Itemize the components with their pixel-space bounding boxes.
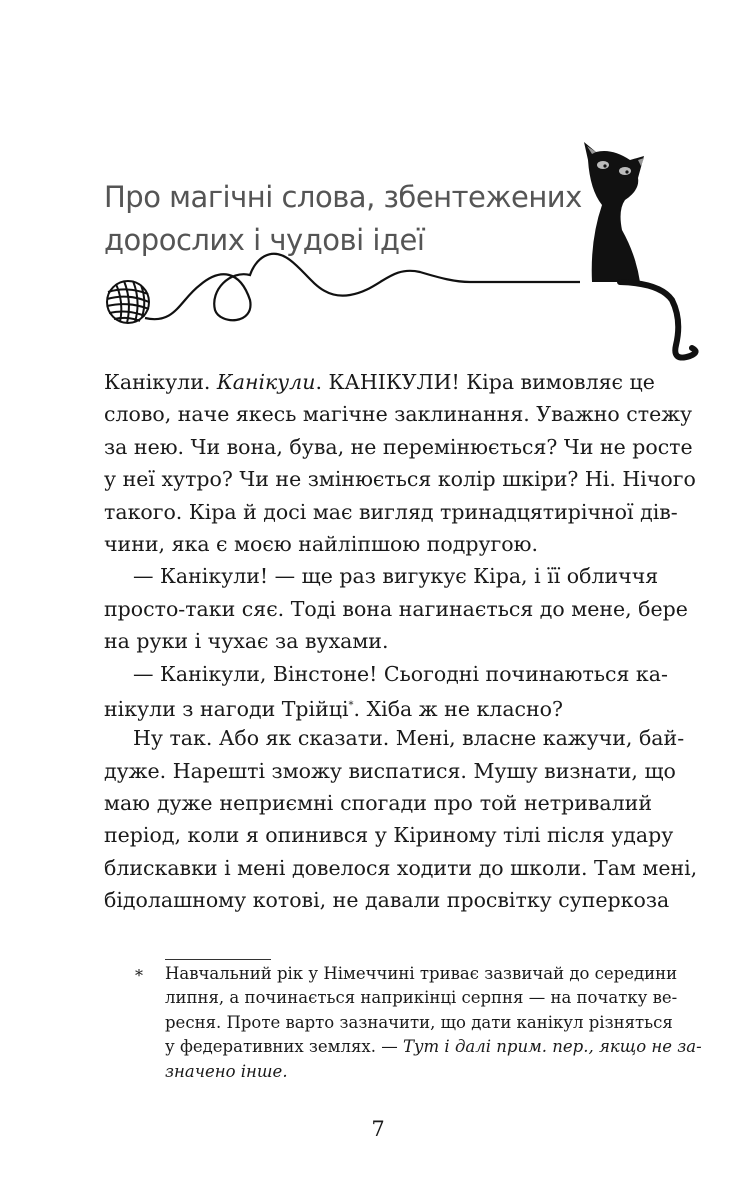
footnote-divider [165, 959, 271, 960]
italic-text: Тут і далі прим. пер., якщо не за- [402, 1037, 702, 1057]
text-line [104, 463, 696, 495]
chapter-title-line: дорослих і чудові ідеї [104, 223, 425, 257]
text-line [104, 819, 674, 851]
text-run: чини, яка є моєю найліпшою подругою. [104, 531, 539, 556]
text-line [104, 431, 693, 463]
text-run: період, коли я опинився у Кіриному тілі після удару [104, 823, 674, 848]
text-run: Навчальний рік у Німеччині триває зазвичай до середини [165, 964, 678, 983]
footnote-line [165, 1011, 673, 1035]
text-line [104, 593, 688, 625]
text-run: за нею. Чи вона, бува, не перемінюється? Чи не росте [104, 434, 693, 459]
text-line [104, 787, 652, 819]
text-line [104, 884, 670, 916]
footnote [165, 962, 702, 1084]
text-run: просто-таки сяє. Тоді вона нагинається до мене, бере [104, 596, 688, 621]
text-run: — Канікули, Вінстоне! Сьогодні починаються ка- [133, 661, 668, 686]
chapter-title-line: Про магічні слова, збентежених [104, 180, 582, 214]
text-line [104, 366, 655, 398]
text-run: липня, а починається наприкінці серпня — на початку ве- [165, 988, 678, 1008]
text-line [104, 560, 659, 592]
text-run: Канікули. [104, 370, 217, 394]
text-run: дуже. Нарешті зможу виспатися. Мушу визнати, що [104, 758, 676, 783]
text-run: у федеративних землях. — [165, 1037, 403, 1057]
black-cat-icon [584, 142, 696, 358]
italic-text: значено інше. [165, 1061, 288, 1081]
yarn-ball-icon [107, 281, 149, 323]
text-run: бідолашному котові, не давали просвітку суперкоза [104, 888, 670, 913]
text-run: у неї хутро? Чи не змінюється колір шкіри? Ні. Нічого [104, 467, 696, 492]
footnote-ref: * [348, 699, 354, 711]
yarn-thread [145, 254, 580, 320]
text-line [104, 755, 676, 787]
footnote-line [165, 1035, 702, 1059]
text-run: . КАНІКУЛИ! Кіра вимовляє це [315, 370, 655, 394]
footnote-line [165, 1060, 651, 1084]
text-run: . Хіба ж не класно? [353, 696, 564, 721]
text-run: на руки і чухає за вухами. [104, 629, 389, 654]
text-line [104, 722, 685, 754]
text-run: такого. Кіра й досі має вигляд тринадцятирічної дів- [104, 499, 678, 524]
footnote-marker: * [135, 966, 143, 985]
page-number: 7 [371, 1117, 385, 1141]
text-line [104, 496, 678, 528]
body-text [104, 366, 698, 917]
text-line [104, 690, 652, 722]
footnote-line [165, 986, 678, 1010]
text-line [104, 852, 698, 884]
text-run: блискавки і мені довелося ходити до школи. Там мені, [104, 855, 698, 880]
footnote-line [165, 962, 678, 986]
text-line [104, 658, 668, 690]
italic-text: Канікули [216, 370, 316, 394]
text-run: Ну так. Або як сказати. Мені, власне кажучи, бай- [133, 726, 685, 751]
text-run: нікули з нагоди Трійці [104, 696, 349, 721]
text-run: — Канікули! — ще раз вигукує Кіра, і її обличчя [133, 564, 659, 589]
text-line [104, 528, 652, 560]
text-run: ресня. Проте варто зазначити, що дати канікул різняться [165, 1012, 673, 1032]
chapter-title [104, 176, 582, 262]
text-run: слово, наче якесь магічне заклинання. Уважно стежу [104, 402, 693, 427]
text-line [104, 625, 652, 657]
text-run: маю дуже неприємні спогади про той нетривалий [104, 791, 652, 816]
text-line [104, 398, 693, 430]
